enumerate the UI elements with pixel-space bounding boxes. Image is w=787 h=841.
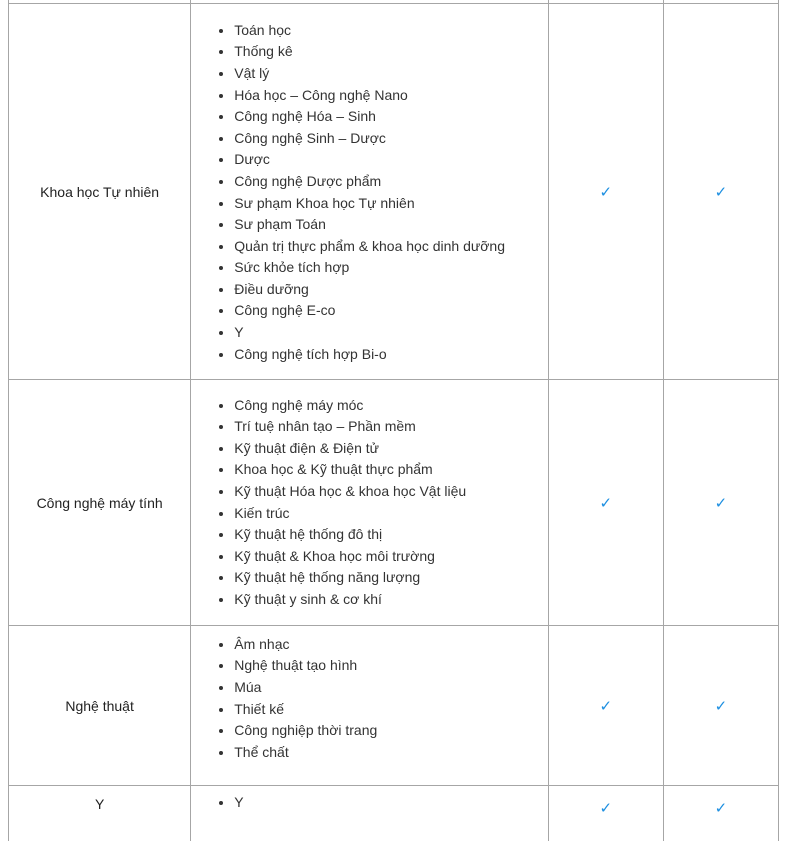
list-item: • Công nghệ Dược phẩm <box>234 171 547 193</box>
list-item: • Điều dưỡng <box>234 279 547 301</box>
majors-cell <box>191 626 548 786</box>
list-item: • Y <box>234 322 547 344</box>
list-item: • Công nghệ Sinh – Dược <box>234 128 547 150</box>
list-item: • Kỹ thuật Hóa học & khoa học Vật liệu <box>234 481 547 503</box>
list-item: • Trí tuệ nhân tạo – Phần mềm <box>234 416 547 438</box>
list-item: • Múa <box>234 677 547 699</box>
faculty-cell: Nghệ thuật <box>9 626 191 786</box>
list-item: • Thống kê <box>234 41 547 63</box>
list-item: • Toán học <box>234 20 547 42</box>
checkmark-icon: ✓ <box>548 626 663 786</box>
list-item: • Hóa học – Công nghệ Nano <box>234 85 547 107</box>
checkmark-icon: ✓ <box>663 4 778 380</box>
table-row <box>9 786 779 841</box>
majors-list <box>191 786 547 812</box>
majors-list <box>191 18 547 366</box>
table-row <box>9 380 779 626</box>
list-item: • Công nghệ E-co <box>234 300 547 322</box>
majors-list <box>191 634 547 778</box>
majors-cell <box>191 4 548 380</box>
checkmark-icon: ✓ <box>548 786 663 841</box>
list-item: • Công nghệ Hóa – Sinh <box>234 106 547 128</box>
list-item: • Nghệ thuật tạo hình <box>234 655 547 677</box>
majors-list <box>191 395 547 611</box>
table-row <box>9 626 779 786</box>
list-item: • Y <box>234 792 547 812</box>
list-item: • Sư phạm Khoa học Tự nhiên <box>234 193 547 215</box>
list-item: • Khoa học & Kỹ thuật thực phẩm <box>234 459 547 481</box>
list-item: • Dược <box>234 149 547 171</box>
list-item: • Sức khỏe tích hợp <box>234 257 547 279</box>
list-item: • Công nghệ máy móc <box>234 395 547 417</box>
checkmark-icon: ✓ <box>663 380 778 626</box>
list-item: • Kỹ thuật hệ thống đô thị <box>234 524 547 546</box>
checkmark-icon: ✓ <box>663 626 778 786</box>
list-item: • Công nghiệp thời trang <box>234 720 547 742</box>
list-item: • Kỹ thuật & Khoa học môi trường <box>234 546 547 568</box>
list-item: • Công nghệ tích hợp Bi-o <box>234 344 547 366</box>
table-row <box>9 4 779 380</box>
checkmark-icon: ✓ <box>548 4 663 380</box>
checkmark-icon: ✓ <box>663 786 778 841</box>
list-item: • Âm nhạc <box>234 634 547 656</box>
list-item: • Thể chất <box>234 742 547 764</box>
checkmark-icon: ✓ <box>548 380 663 626</box>
list-item: • Kỹ thuật hệ thống năng lượng <box>234 567 547 589</box>
faculty-cell: Công nghệ máy tính <box>9 380 191 626</box>
programs-table <box>8 0 779 841</box>
list-item: • Vật lý <box>234 63 547 85</box>
list-item: • Kiến trúc <box>234 503 547 525</box>
list-item: • Quản trị thực phẩm & khoa học dinh dưỡng <box>234 236 547 258</box>
faculty-cell: Y <box>9 786 191 841</box>
list-item: • Kỹ thuật y sinh & cơ khí <box>234 589 547 611</box>
faculty-cell: Khoa học Tự nhiên <box>9 4 191 380</box>
list-item: • Thiết kế <box>234 699 547 721</box>
list-item: • Sư phạm Toán <box>234 214 547 236</box>
majors-cell <box>191 786 548 841</box>
list-item: • Kỹ thuật điện & Điện tử <box>234 438 547 460</box>
majors-cell <box>191 380 548 626</box>
